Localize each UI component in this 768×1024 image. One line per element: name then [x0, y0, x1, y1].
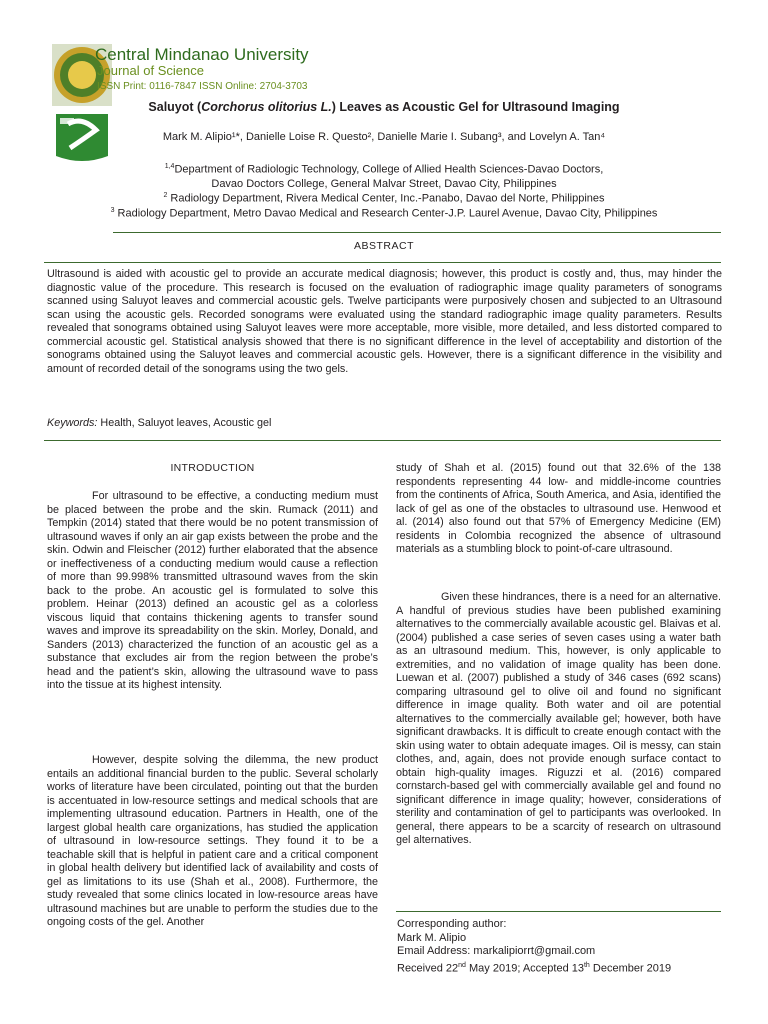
corresponding-name: Mark M. Alipio: [397, 931, 467, 944]
divider: [113, 232, 721, 233]
issn-line: ISSN Print: 0116-7847 ISSN Online: 2704-3703: [97, 81, 308, 92]
corresponding-email: Email Address: markalipiorrt@gmail.com: [397, 945, 596, 958]
divider: [396, 911, 721, 912]
body-paragraph: Given these hindrances, there is a need for an alternative. A handful of previous studies have been published examining alternatives to the commercially available acoustic gel. Blaivas et al. (2004) published a case series of seven cases using a water bath as an ultrasound medium. This, however, is only applicable to extremities, and no validation of image quality has been done. Luewan et al. (2007) published a study of 346 cases (692 scans) comparing ultrasound gel to olive oil and found no significant difference in image quality. Both water and oil are potential alternatives to the commercially available gel; however, both have significant drawbacks. It is difficult to create enough contact with the skin using water to obtain adequate images. Oil is messy, can stain clothes, and, again, does not provide enough surface contact to obtain high-quality images. Riguzzi et al. (2016) compared cornstarch-based gel with commercially available gel and found no significant difference in image quality; however, considerations of sterility and contamination of gel to participants was overlooked. In general, there appears to be a scarcity of research on ultrasound gel alternatives.: [396, 591, 721, 846]
body-paragraph: However, despite solving the dilemma, the new product entails an additional financial burden to the public. Several scholarly works of literature have been circulated, pointing out that the burden is accentuated in low-resource settings and medical schools that are implementing ultrasound education. Partners in Health, one of the largest global health care organizations, has studied the application of ultrasound in low-resource settings. They found it to be a teachable skill that is helpful in patient care and a critical component in global health delivery but identified lack of availability and costs of gel as limitations to its use (Shah et al., 2008). Furthermore, the study revealed that some clinics located in low-resource areas have ultrasound machines but are unable to perform the studies due to the ongoing costs of the gel. Another: [47, 754, 378, 928]
corresponding-author-block: [397, 918, 671, 976]
abstract-heading: ABSTRACT: [353, 240, 414, 252]
affiliation-3: $^3$ Radiology Department, Metro Davao Medical and Research Center-J.P. Laurel Avenue, Davao City, Philippines: [110, 207, 658, 220]
section-heading-introduction: INTRODUCTION: [170, 462, 255, 474]
abstract-text: Ultrasound is aided with acoustic gel to provide an accurate medical diagnosis; however, this product is costly and, thus, may hinder the diagnostic value of the procedure. This research is focused on the evaluation of radiographic image quality parameters of sonograms scanned using Saluyot leaves and commercial acoustic gels. Twelve participants were purposively chosen and subjected to an Ultrasound scan using the acoustic gels. Recorded sonograms were evaluated using the standard radiographic image quality parameters. Results revealed that sonograms obtained using Saluyot leaves were more acceptable, more visible, more detailed, and less distorted compared to commercial acoustic gel. Statistical analysis showed that there is no significant difference in the level of acceptability and distortion of the sonograms obtained using the Saluyot leaves and commercial acoustic gels. However, there is a significant difference in the visibility and amount of recorded detail of the sonograms using the two gels.: [47, 268, 722, 375]
journal-name: Journal of Science: [97, 63, 204, 78]
body-paragraph: study of Shah et al. (2015) found out that 32.6% of the 138 respondents representing 44 low- and middle-income countries from the continents of Africa, South America, and Asia, identified the lack of gel as one of the obstacles to ultrasound use. Henwood et al. (2014) also found out that 57% of Emergency Medicine (EM) residents in Colombia recognized the absence of ultrasound materials as a stumbling block to point-of-care ultrasound.: [396, 462, 721, 555]
keywords-label: Keywords:: [47, 417, 98, 429]
keywords-line: [47, 417, 271, 429]
divider: [44, 440, 721, 441]
body-paragraph: For ultrasound to be effective, a conducting medium must be placed between the probe and the skin. Rumack (2011) and Tempkin (2014) stated that there would be no potent transmission of ultrasound waves if only an air gap exists between the probe and the skin. Odwin and Fleischer (2012) further elaborated that the absence or ineffectiveness of a conducting medium would cause a reflection of more than 99.998% transmitted ultrasound waves from the skin back to the probe. An acoustic gel is formulated to solve this problem. Heinar (2013) defined an acoustic gel as a colorless viscous liquid that contains thickening agents to transfer sound waves and improve its spreadability on the skin. Morley, Donald, and Sanders (2013) characterized the function of an acoustic gel as a substance that excludes air from the region between the probe’s head and the patient’s skin, allowing the ultrasound wave to pass into the tissue at its highest intensity.: [47, 490, 378, 691]
affiliation-2: $^2$ Radiology Department, Rivera Medical Center, Inc.-Panabo, Davao del Norte, Philippines: [163, 192, 605, 205]
affiliation-1-cont: Davao Doctors College, General Malvar Street, Davao City, Philippines: [211, 178, 557, 190]
corresponding-label: Corresponding author:: [397, 918, 507, 930]
received-accepted-dates: Received 22nd May 2019; Accepted 13th December 2019: [397, 961, 672, 975]
affiliation-1: $^{1,4}$Department of Radiologic Technology, College of Allied Health Sciences-Davao Doctors,: [164, 163, 604, 176]
university-name: Central Mindanao University: [95, 45, 309, 64]
author-list: Mark M. Alipio¹*, Danielle Loise R. Questo², Danielle Marie I. Subang³, and Lovelyn A. Tan⁴: [162, 131, 606, 143]
divider: [44, 262, 721, 263]
paper-title: Saluyot (Corchorus olitorius L.) Leaves as Acoustic Gel for Ultrasound Imaging: [148, 100, 620, 114]
keywords-value: Health, Saluyot leaves, Acoustic gel: [97, 417, 272, 429]
